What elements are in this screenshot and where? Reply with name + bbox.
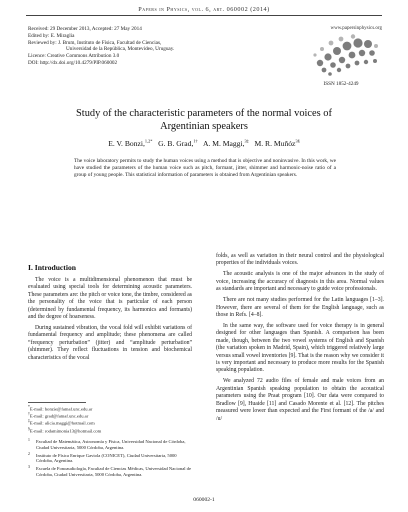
page-number: 060002-1 xyxy=(193,497,215,503)
email-footnote[interactable]: *E-mail: bonzie@famaf.unc.edu.ar xyxy=(28,405,93,412)
author: A. M. Maggi,$^{3\ddagger}$ xyxy=(202,138,249,148)
section-heading: I. Introduction xyxy=(28,263,76,272)
affiliation-footnotes xyxy=(28,439,192,480)
body-paragraph: During sustained vibration, the vocal fold will exhibit variations of fundamental frequency and amplitude; these phenomena are called “frequency perturbation” (jitter) and “amplitude perturbation” (shimmer). They reflect fluctuations in tension and biochemical characteristics of the vocal xyxy=(28,325,192,361)
email-footnote[interactable]: ‡E-mail: alicia.maggi@hotmail.com xyxy=(28,419,95,426)
abstract-line: and noninvasive. In this work, we have studied the parameters of the human voice such as xyxy=(74,158,336,171)
body-paragraph: folds, as well as variation in their neural control and the physiological properties of the individuals voices. xyxy=(216,253,384,267)
body-paragraph: The voice is a multidimensional phenomenon that must be evaluated using special tools for determining acoustic parameters. These parameters are: the pitch or voice tone, the timbre, considered as the personality of the voice that is particular of each person (determined by fundamental frequency, its harmonics and formants) and the degree of hoarseness. xyxy=(28,277,192,321)
header-rule xyxy=(26,15,382,16)
article-metadata xyxy=(28,26,278,67)
email-footnotes xyxy=(28,405,198,434)
body-paragraph: There are not many studies performed for the Latin languages [1–3]. However, there are several of them for the English language, such as those in Refs. [4–8]. xyxy=(216,297,384,319)
running-header: Papers in Physics, vol. 6, art. 060002 (2014) xyxy=(138,6,270,13)
reviewed-by-affiliation: Universidad de la República, Montevideo, Uruguay. xyxy=(66,46,175,53)
right-column xyxy=(216,253,384,427)
licence-line: Licence: Creative Commons Attribution 3.0 xyxy=(28,53,120,60)
edited-by-line: Edited by: E. Miraglia xyxy=(28,32,75,39)
left-column xyxy=(28,277,192,366)
received-line: Received: 29 December 2013, Accepted: 27 May 2014 xyxy=(28,26,142,32)
doi-line[interactable]: DOI: http://dx.doi.org/10.4279/PIP.060002 xyxy=(28,59,118,66)
title-line-1: Study of the characteristic parameters of the normal voices of xyxy=(76,108,332,119)
abstract-line: pitch, formant, jitter, shimmer and harmonic-noise ratio of a group of young people. This xyxy=(74,164,336,178)
abstract-line: statistical information of parameters is obtained from Argentinian speakers. xyxy=(135,171,298,178)
affiliation: 3 Escuela de Fonoaudiología, Facultad de Ciencias Médicas, Universidad Nacional de Córdoba, Ciudad Universitaria, 5000 Córdoba, Argentina. xyxy=(28,465,191,477)
journal-logo-graphic xyxy=(306,33,384,81)
paper-title xyxy=(40,108,368,133)
journal-url[interactable]: www.papersinphysics.org xyxy=(330,26,382,31)
footnote-rule xyxy=(28,402,86,403)
author-list xyxy=(30,138,378,148)
email-footnote[interactable]: †E-mail: grad@famaf.unc.edu.ar xyxy=(28,412,89,419)
abstract xyxy=(74,158,336,178)
email-footnote[interactable]: §E-mail: rodamimonia13@hotmail.com xyxy=(28,426,102,434)
author: G. B. Grad,$^{1\dagger}$ xyxy=(158,138,198,148)
author: E. V. Bonzi,$^{1,2*}$ xyxy=(108,138,153,148)
body-paragraph: We analyzed 72 audio files of female and male voices from an Argentinian Spanish speaking population to obtain the acoustical parameters using the Praat program [10]. Our data were compared to Bradlow [9], Huaide [11] and Casado Morente et al. [12]. The pitches measured were lower than expected and the First formant of the /a/ and /u/ xyxy=(216,378,384,422)
author: M. R. Muñóz$^{3\S}$ xyxy=(254,138,300,148)
issn: ISSN 1852-4249 xyxy=(323,81,359,87)
reviewed-by-line: Reviewed by: J. Brum, Instituto de Física, Facultad de Ciencias, xyxy=(28,39,162,46)
body-paragraph: In the same way, the software used for voice therapy is in general designed for other languages than Spanish. A comparison has been made, though, between the two vowel systems of English and Spanish (the variation spoken in Madrid, Spain), which triggered relatively large versus small vowel inventories [9]. That is the reason why we consider it is very important and necessary to produce more results for the Spanish speaking population. xyxy=(216,323,384,374)
abstract-line: The voice laboratory permits to study the human voices using a method that is objective xyxy=(74,158,263,164)
journal-logo xyxy=(306,33,384,81)
body-paragraph: The acoustic analysis is one of the major advances in the study of voice, increasing the accuracy of diagnosis in this area. Normal values as standards are important and necessary to guide voice professionals. xyxy=(216,271,384,293)
affiliation: 1 Facultad de Matemática, Astronomía y Física, Universidad Nacional de Córdoba, Ciudad Universitaria, 5000 Córdoba, Argentina. xyxy=(28,438,186,450)
affiliation: 2 Instituto de Física Enrique Gaviola (CONICET), Ciudad Universitaria, 5000 Córdoba, Argentina. xyxy=(28,451,177,464)
title-line-2: Argentinian speakers xyxy=(160,120,248,132)
